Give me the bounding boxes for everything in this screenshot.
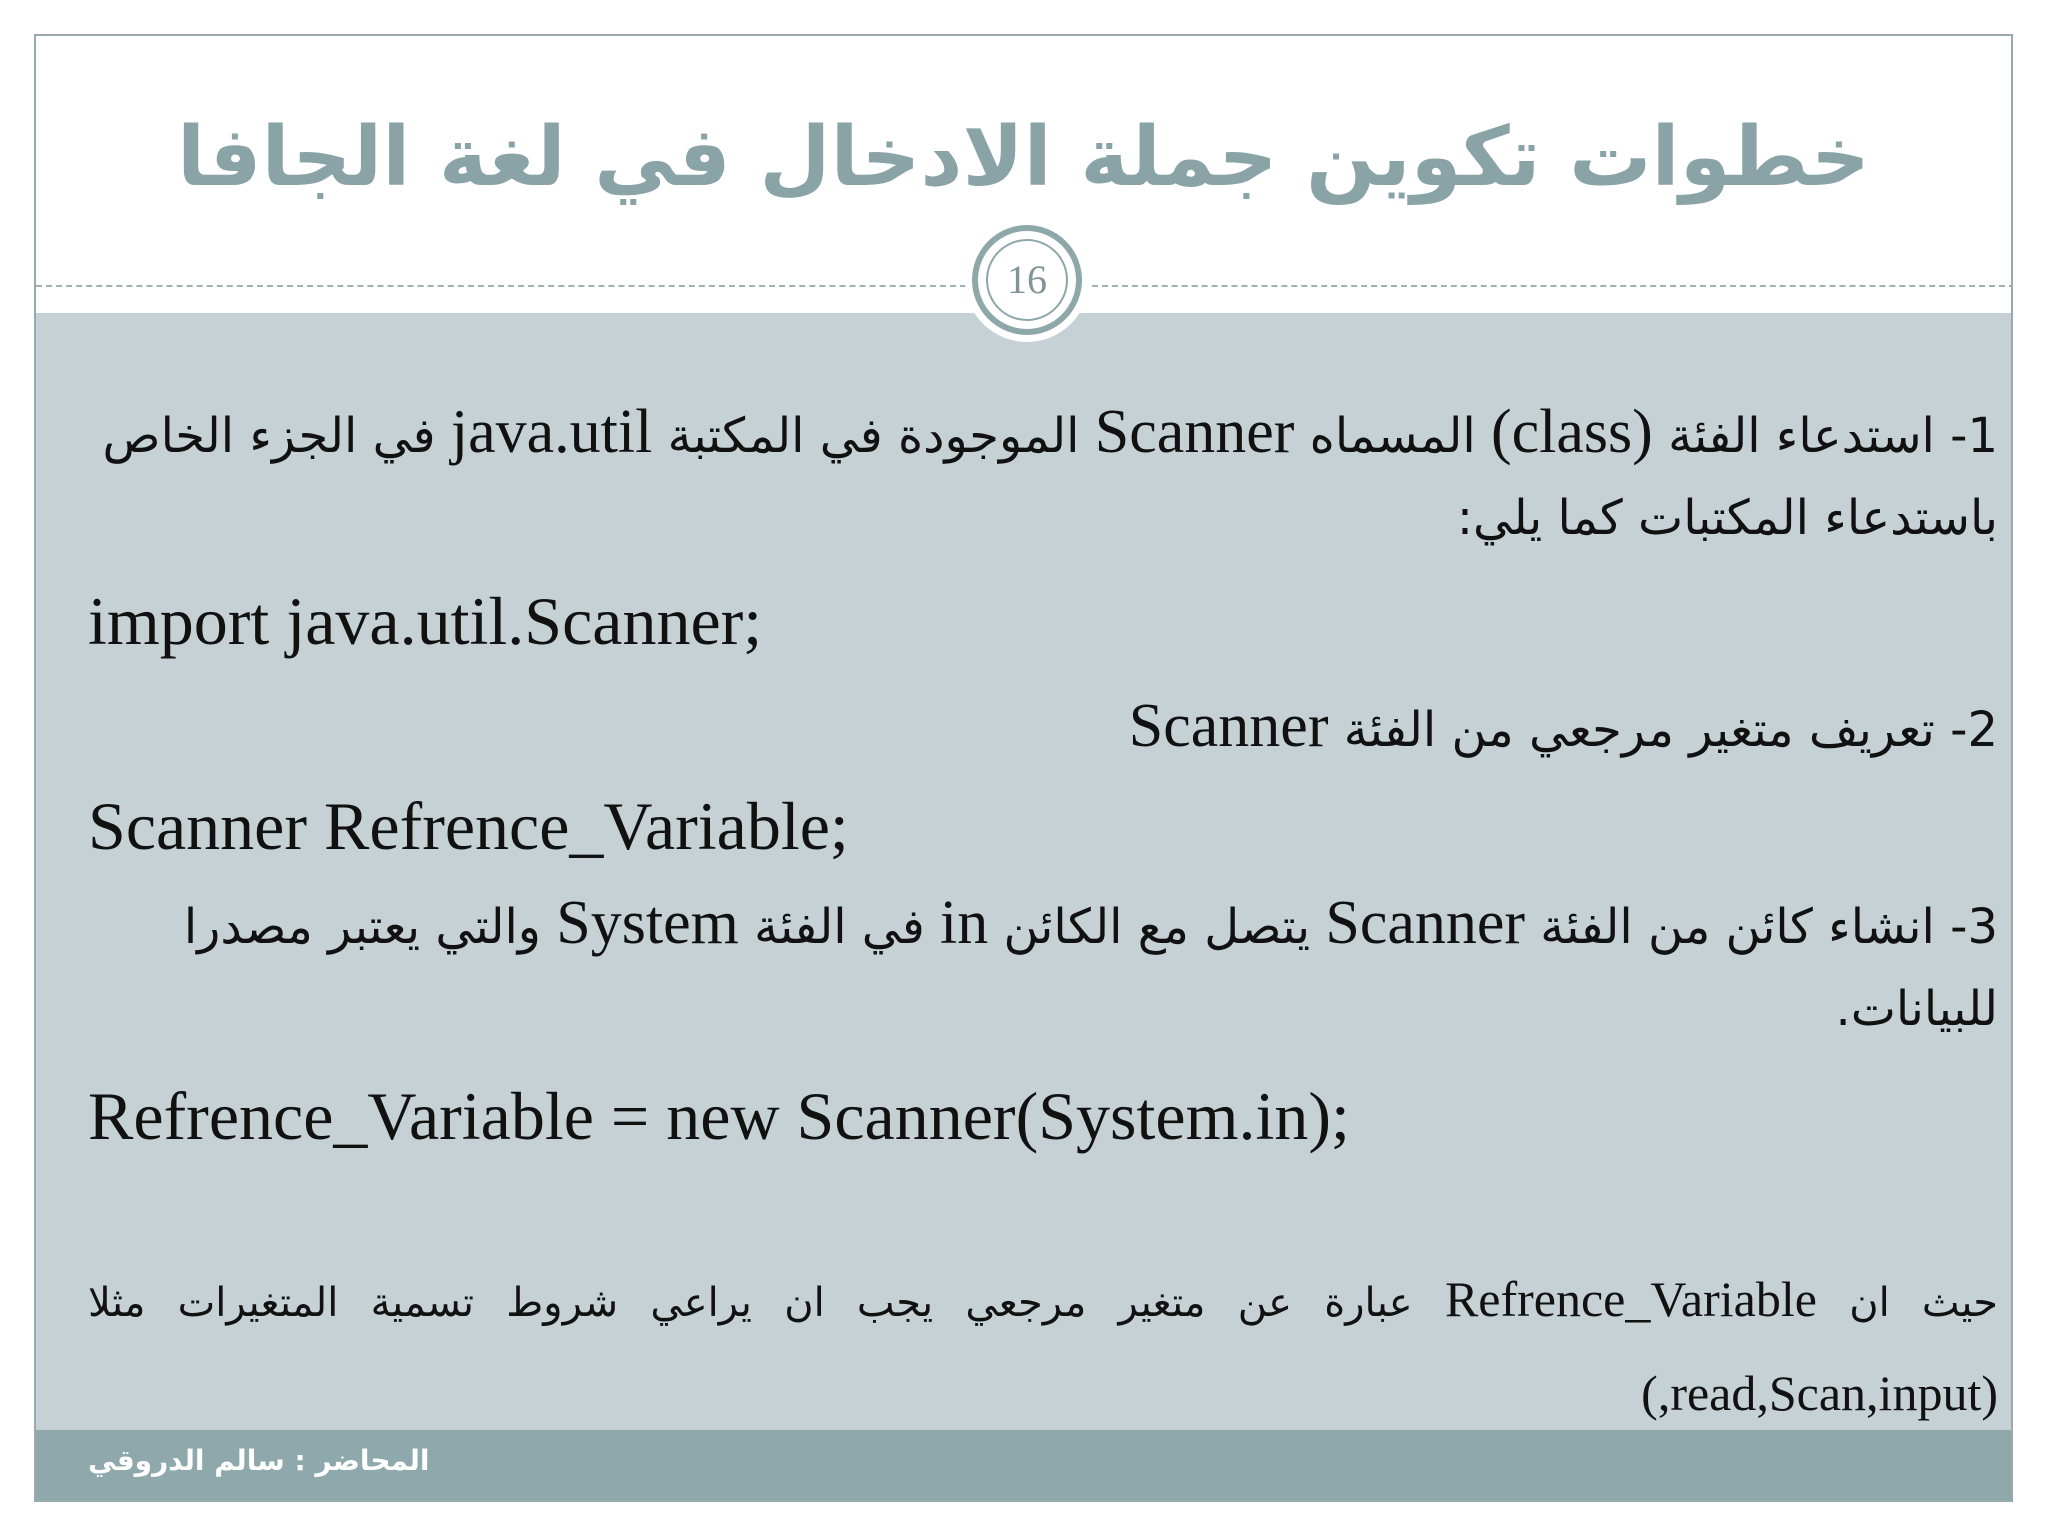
page-number-badge — [972, 225, 1082, 335]
variable-name: Refrence_Variable — [1444, 1271, 1817, 1327]
note-text — [88, 1254, 1998, 1442]
slide — [34, 34, 2013, 1502]
scanner-class-name-3: Scanner — [1325, 889, 1526, 957]
package-name: java.util — [450, 398, 653, 466]
step-2-text — [88, 685, 1998, 771]
slide-title: خطوات تكوين جملة الادخال في لغة الجافا — [177, 110, 1870, 205]
code-declare-line: Scanner Refrence_Variable; — [88, 788, 849, 864]
footer-bar — [36, 1430, 2011, 1500]
step-3-part-a: 3- انشاء كائن من الفئة — [1525, 899, 1998, 955]
step-3-part-c: في الفئة — [738, 899, 941, 955]
note-part-b: عبارة عن متغير مرجعي يجب ان يراعي شروط تسمية المتغيرات مثلا — [88, 1280, 1445, 1326]
step-2-part-a: 2- تعريف متغير مرجعي من الفئة — [1328, 702, 1998, 758]
scanner-class-name: Scanner — [1094, 398, 1295, 466]
content-panel — [36, 313, 2011, 1433]
in-object-name: in — [940, 889, 989, 957]
step-3-part-b: يتصل مع الكائن — [988, 899, 1326, 955]
step-1-part-c: الموجودة في المكتبة — [652, 408, 1095, 464]
step-1-text — [88, 391, 1998, 559]
example-names: (read,Scan,input,) — [1641, 1365, 1998, 1421]
scanner-class-name-2: Scanner — [1128, 692, 1329, 760]
step-1-part-b: المسماه — [1294, 408, 1491, 464]
code-import-line: import java.util.Scanner; — [88, 583, 763, 659]
step-3-part-d: والتي يعتبر مصدرا للبيانات. — [183, 899, 1998, 1037]
class-keyword: (class) — [1490, 398, 1653, 466]
step-3-text — [88, 882, 1998, 1050]
step-1-part-d: في الجزء الخاص باستدعاء المكتبات كما يلي: — [102, 408, 1998, 546]
divider-left — [36, 285, 966, 287]
page-number: 16 — [986, 239, 1068, 321]
divider-right — [1092, 285, 2013, 287]
code-new-line: Refrence_Variable = new Scanner(System.in); — [88, 1078, 1350, 1154]
step-1-part-a: 1- استدعاء الفئة — [1652, 408, 1998, 464]
note-part-a: حيث ان — [1816, 1280, 1999, 1326]
system-class-name: System — [556, 889, 739, 957]
lecturer-name: المحاضر : سالم الدروقي — [88, 1444, 430, 1477]
